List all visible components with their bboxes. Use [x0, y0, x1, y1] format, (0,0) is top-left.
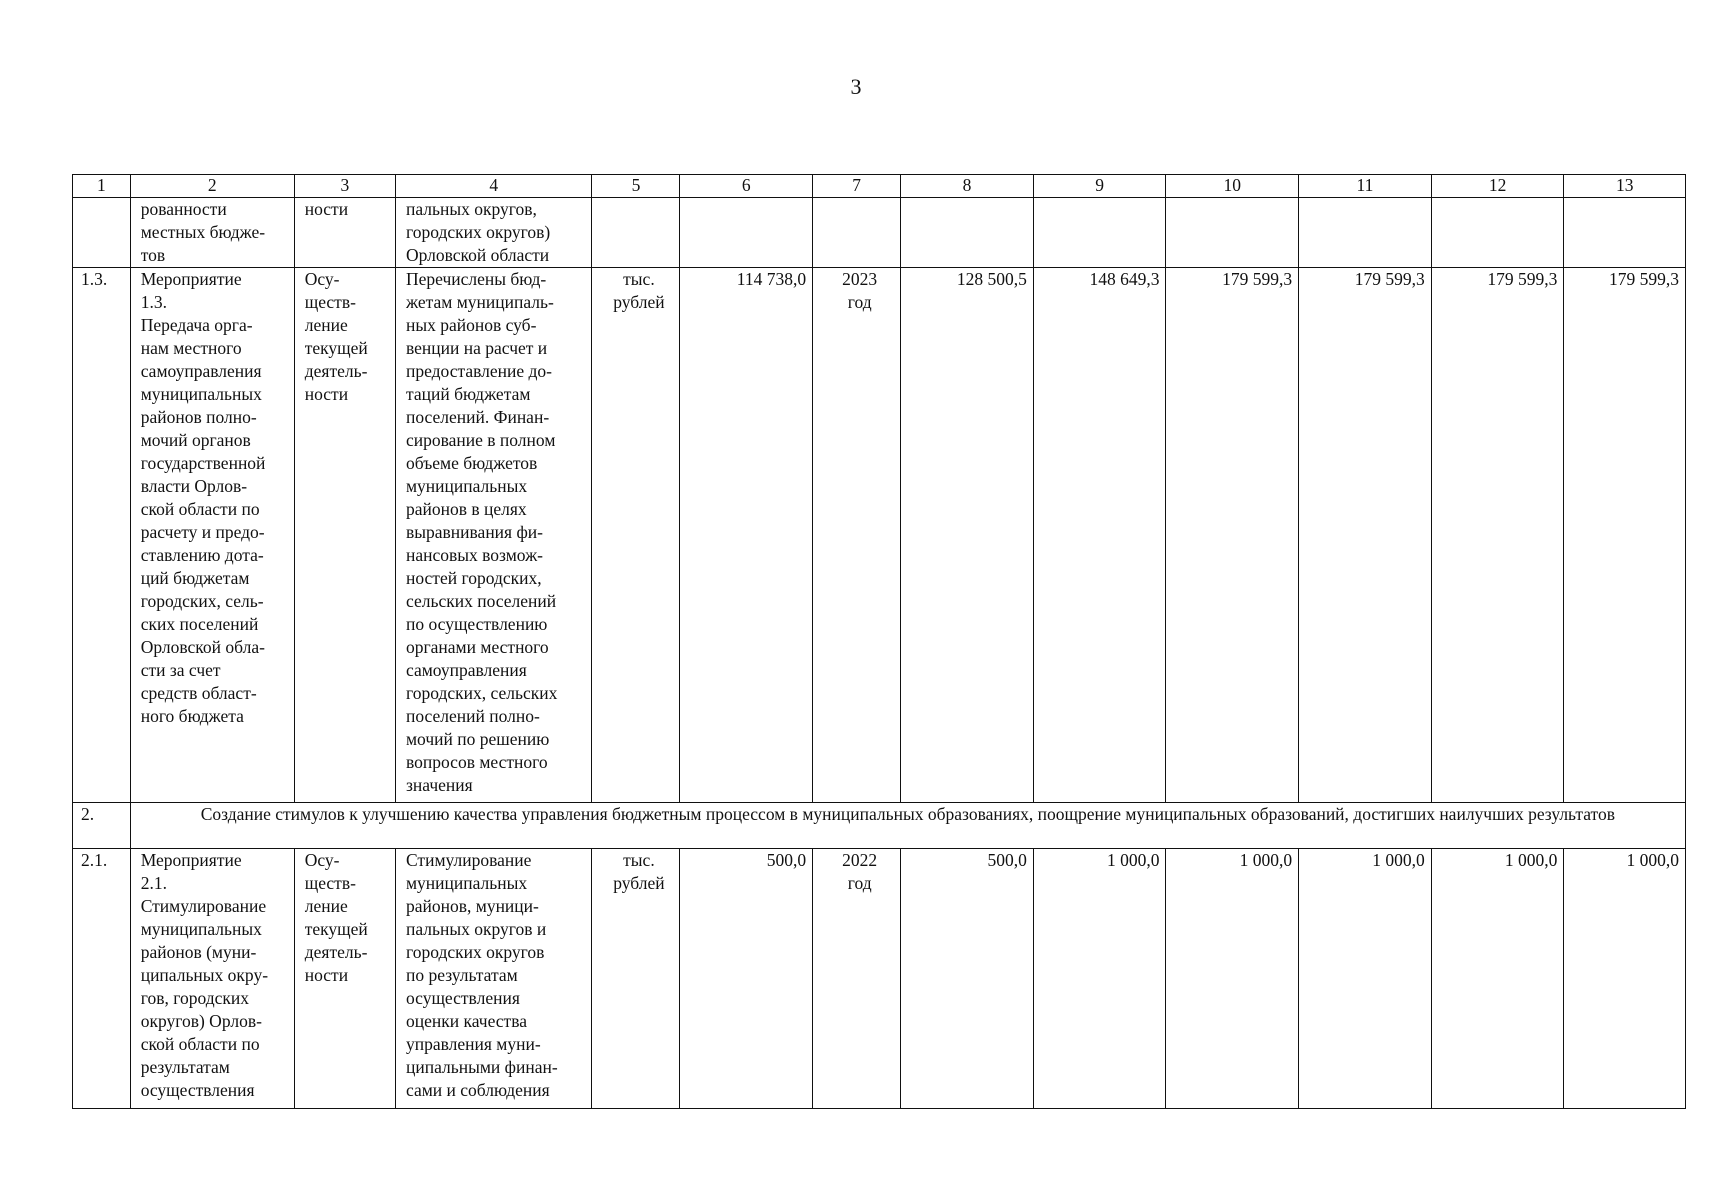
cell-unit: тыс. рублей — [592, 268, 680, 803]
header-cell: 5 — [592, 175, 680, 198]
cell-empty — [1299, 198, 1432, 268]
cell-empty — [680, 198, 813, 268]
header-cell: 11 — [1299, 175, 1432, 198]
cell-empty — [1431, 198, 1564, 268]
cell-description: Перечислены бюд- жетам муниципаль- ных районов суб- венции на расчет и предоставление до- таций бюджетам поселений. Финан- сирование в полном объеме бюджетов муниципальных районов в целях выравнивания фи- нансовых возмож- ностей городских, сельских поселений по осуществлению органами местного самоуправления городских, сельских поселений полно- мочий по решению вопросов местного значения — [395, 268, 591, 803]
cell-base-value: 114 738,0 — [680, 268, 813, 803]
header-cell: 2 — [130, 175, 294, 198]
cell-empty — [1166, 198, 1299, 268]
header-cell: 4 — [395, 175, 591, 198]
cell-empty — [1564, 198, 1686, 268]
cell-value: 1 000,0 — [1033, 849, 1166, 1109]
cell-empty — [1033, 198, 1166, 268]
cell-base-year: 2023 год — [813, 268, 901, 803]
cell-value: 1 000,0 — [1564, 849, 1686, 1109]
cell-value: 1 000,0 — [1166, 849, 1299, 1109]
header-cell: 3 — [294, 175, 395, 198]
cell-activity-name: Мероприятие 2.1. Стимулирование муниципальных районов (муни- ципальных окру- гов, городских округов) Орлов- ской области по результатам осуществления — [130, 849, 294, 1109]
cell-description: пальных округов, городских округов) Орловской области — [395, 198, 591, 268]
cell-empty — [813, 198, 901, 268]
header-cell: 13 — [1564, 175, 1686, 198]
cell-value: 500,0 — [901, 849, 1034, 1109]
table-row-1-3 — [73, 268, 1686, 803]
cell-activity-name: рованности местных бюдже- тов — [130, 198, 294, 268]
cell-unit: тыс. рублей — [592, 849, 680, 1109]
cell-empty — [592, 198, 680, 268]
cell-value: 128 500,5 — [901, 268, 1034, 803]
cell-value: 179 599,3 — [1564, 268, 1686, 803]
section-number: 2. — [73, 803, 131, 849]
cell-value: 179 599,3 — [1431, 268, 1564, 803]
section-row-2 — [73, 803, 1686, 849]
cell-executor: ности — [294, 198, 395, 268]
row-number: 2.1. — [73, 849, 131, 1109]
cell-activity-name: Мероприятие 1.3. Передача орга- нам местного самоуправления муниципальных районов полно- мочий органов государственной власти Орлов- ской области по расчету и предо- ставлению дота- ций бюджетам городских, сель- ских поселений Орловской обла- сти за счет средств област- ного бюджета — [130, 268, 294, 803]
header-cell: 9 — [1033, 175, 1166, 198]
cell-executor: Осу- ществ- ление текущей деятель- ности — [294, 849, 395, 1109]
cell-value: 1 000,0 — [1431, 849, 1564, 1109]
cell-value: 1 000,0 — [1299, 849, 1432, 1109]
header-cell: 1 — [73, 175, 131, 198]
cell-value: 179 599,3 — [1299, 268, 1432, 803]
cell-executor: Осу- ществ- ление текущей деятель- ности — [294, 268, 395, 803]
row-number: 1.3. — [73, 268, 131, 803]
header-cell: 7 — [813, 175, 901, 198]
continuation-row — [73, 198, 1686, 268]
page-number: 3 — [850, 74, 862, 99]
header-cell: 6 — [680, 175, 813, 198]
cell-empty — [901, 198, 1034, 268]
header-cell: 10 — [1166, 175, 1299, 198]
header-row — [73, 175, 1686, 198]
cell-value: 148 649,3 — [1033, 268, 1166, 803]
program-activities-table — [72, 174, 1686, 1109]
cell-value: 179 599,3 — [1166, 268, 1299, 803]
cell-empty — [73, 198, 131, 268]
header-cell: 8 — [901, 175, 1034, 198]
cell-base-value: 500,0 — [680, 849, 813, 1109]
cell-base-year: 2022 год — [813, 849, 901, 1109]
cell-description: Стимулирование муниципальных районов, муници- пальных округов и городских округов по результатам осуществления оценки качества управления муни- ципальными финан- сами и соблюдения — [395, 849, 591, 1109]
header-cell: 12 — [1431, 175, 1564, 198]
table-row-2-1 — [73, 849, 1686, 1109]
section-title: Создание стимулов к улучшению качества управления бюджетным процессом в муниципальных образованиях, поощрение муниципальных образований, достигших наилучших результатов — [130, 803, 1685, 849]
